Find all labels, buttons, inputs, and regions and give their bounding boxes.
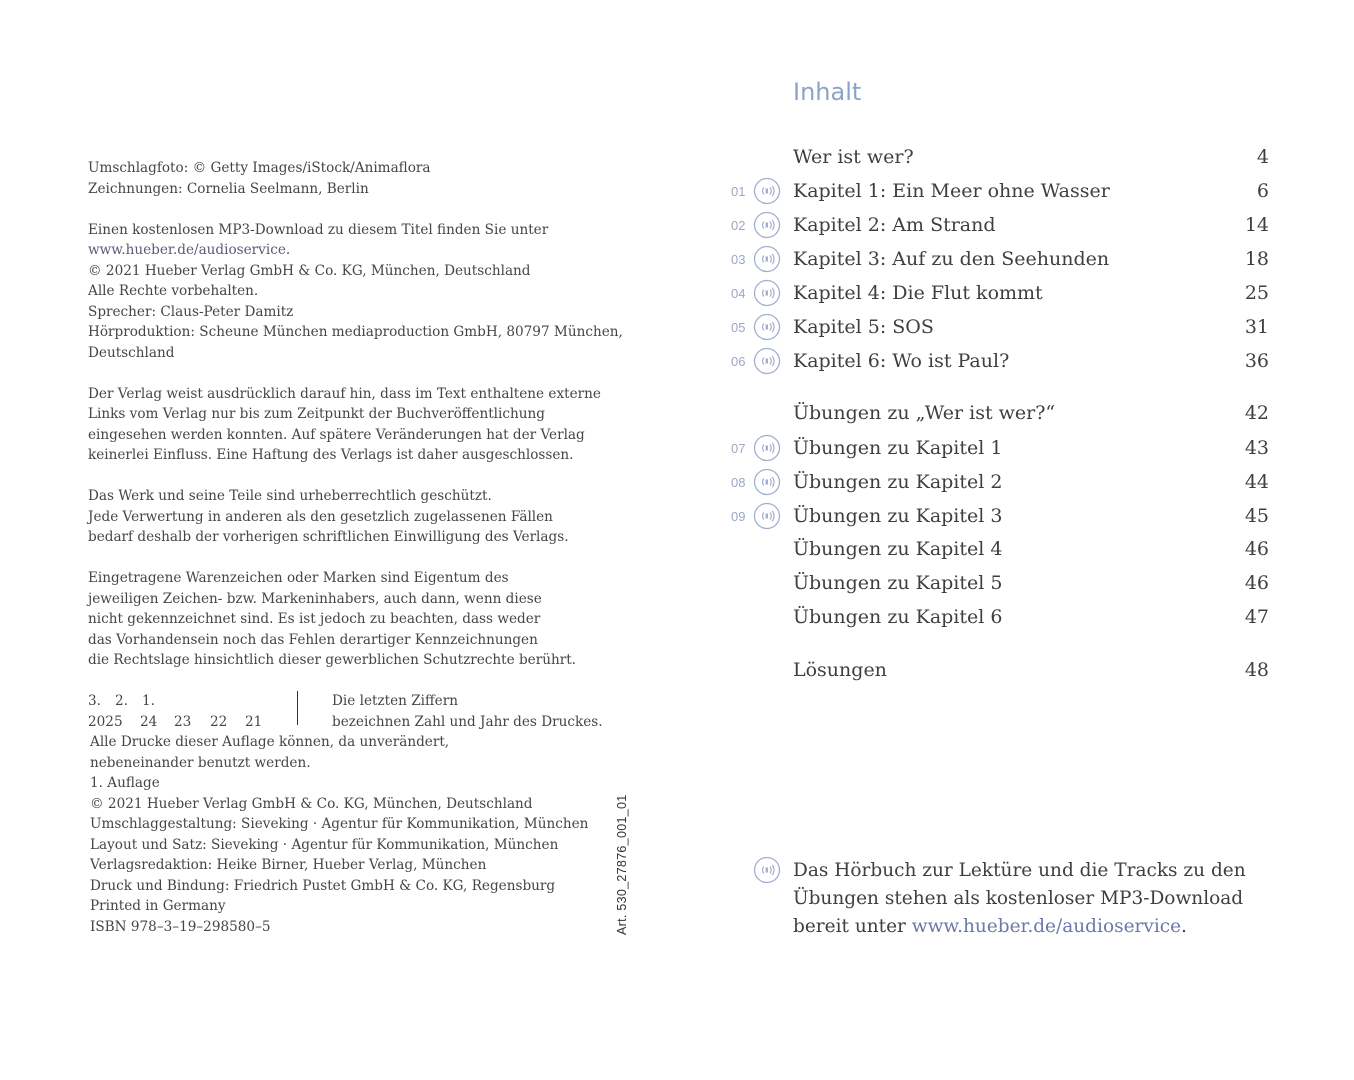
toc-entry[interactable] (720, 433, 1270, 463)
toc-entry[interactable] (720, 244, 1270, 274)
track-number: 07 (731, 441, 746, 456)
track-number: 06 (731, 354, 746, 369)
trademark-line: die Rechtslage hinsichtlich dieser gewerblichen Schutzrechte berührt. (88, 652, 577, 668)
audio-speaker-icon[interactable] (753, 434, 781, 462)
toc-entry[interactable] (720, 210, 1270, 240)
credits-block (88, 158, 608, 199)
rights-line: Alle Rechte vorbehalten. (88, 283, 259, 299)
toc-entry-label: Kapitel 2: Am Strand (793, 214, 996, 236)
audio-download-note (793, 857, 1263, 941)
production-line: Deutschland (88, 344, 175, 361)
toc-entry-label: Übungen zu Kapitel 6 (793, 606, 1003, 628)
note-line: Übungen stehen als kostenloser MP3-Download (793, 888, 1244, 909)
edition-line: Verlagsredaktion: Heike Birner, Hueber Verlag, München (90, 857, 487, 873)
toc-entry-page: 6 (1256, 180, 1269, 202)
disclaimer-line: Der Verlag weist ausdrücklich darauf hin, dass im Text enthaltene externe (88, 385, 601, 402)
production-line: Hörproduktion: Scheune München mediaproduction GmbH, 80797 München, (88, 324, 623, 340)
toc-entry-page: 45 (1244, 505, 1269, 527)
print-run-row (88, 691, 288, 712)
toc-entry-label: Kapitel 6: Wo ist Paul? (793, 350, 1010, 372)
download-block (88, 220, 623, 364)
copyright-notice-line: bedarf deshalb der vorherigen schriftlichen Einwilligung des Verlags. (88, 529, 569, 545)
toc-entry-label: Übungen zu Kapitel 2 (793, 471, 1003, 493)
edition-line: nebeneinander benutzt werden. (90, 754, 311, 771)
audio-speaker-icon[interactable] (753, 502, 781, 530)
disclaimer-line: eingesehen werden konnten. Auf spätere Veränderungen hat der Verlag (88, 426, 585, 443)
credit-line: Umschlagfoto: © Getty Images/iStock/Animaflora (88, 160, 431, 176)
audio-speaker-icon[interactable] (753, 347, 781, 375)
note-line (793, 913, 1263, 941)
disclaimer-line: Links vom Verlag nur bis zum Zeitpunkt der Buchveröffentlichung (88, 406, 545, 422)
audio-speaker-icon[interactable] (753, 245, 781, 273)
audio-speaker-icon[interactable] (753, 313, 781, 341)
audio-speaker-icon[interactable] (753, 177, 781, 205)
toc-entry-page: 46 (1244, 572, 1269, 594)
edition-block (90, 732, 608, 937)
toc-entry[interactable] (720, 501, 1270, 531)
disclaimer-line: keinerlei Einfluss. Eine Haftung des Verlags ist daher ausgeschlossen. (88, 447, 574, 463)
track-number: 08 (731, 475, 746, 490)
trademark-line: Eingetragene Warenzeichen oder Marken sind Eigentum des (88, 570, 509, 586)
trademark-line: das Vorhandensein noch das Fehlen derartiger Kennzeichnungen (88, 631, 538, 648)
track-number: 04 (731, 286, 746, 301)
print-note-line: bezeichnen Zahl und Jahr des Druckes. (332, 713, 603, 730)
edition-line: Layout und Satz: Sieveking · Agentur für Kommunikation, München (90, 836, 559, 853)
edition-line: Alle Drucke dieser Auflage können, da unverändert, (90, 734, 450, 750)
toc-entry-label: Lösungen (793, 659, 887, 681)
copyright-notice-line: Jede Verwertung in anderen als den gesetzlich zugelassenen Fällen (88, 508, 553, 525)
audioservice-link[interactable]: www.hueber.de/audioservice (911, 916, 1182, 937)
audio-speaker-icon[interactable] (753, 468, 781, 496)
toc-entry-label: Kapitel 1: Ein Meer ohne Wasser (793, 180, 1110, 202)
toc-entry[interactable] (720, 312, 1270, 342)
print-note-line: Die letzten Ziffern (332, 693, 458, 709)
print-note (332, 691, 603, 732)
toc-entry[interactable] (720, 602, 1270, 632)
copyright-line: © 2021 Hueber Verlag GmbH & Co. KG, München, Deutschland (88, 262, 531, 279)
punctuation: . (285, 242, 291, 258)
toc-entry-page: 44 (1244, 471, 1269, 493)
toc-entry[interactable] (720, 398, 1270, 428)
print-year-row (88, 712, 288, 733)
track-number: 05 (731, 320, 746, 335)
toc-entry-label: Übungen zu Kapitel 1 (793, 437, 1003, 459)
note-text: bereit unter (793, 916, 912, 937)
print-divider (297, 691, 298, 725)
toc-entry[interactable] (720, 176, 1270, 206)
audio-speaker-icon[interactable] (753, 279, 781, 307)
punctuation: . (1181, 916, 1187, 937)
toc-entry-label: Kapitel 3: Auf zu den Seehunden (793, 248, 1110, 270)
toc-entry-page: 31 (1244, 316, 1269, 338)
toc-entry[interactable] (720, 142, 1270, 172)
download-url-line (88, 240, 608, 261)
isbn-line: ISBN 978–3–19–298580–5 (90, 918, 271, 935)
print-year: 2025 (88, 713, 123, 730)
credit-line: Zeichnungen: Cornelia Seelmann, Berlin (88, 180, 369, 197)
toc-entry[interactable] (720, 534, 1270, 564)
track-number: 01 (731, 184, 746, 199)
audioservice-link[interactable]: www.hueber.de/audioservice (88, 242, 286, 258)
toc-entry[interactable] (720, 278, 1270, 308)
toc-entry-page: 48 (1244, 659, 1269, 681)
toc-entry-page: 42 (1244, 402, 1269, 424)
audio-speaker-icon[interactable] (753, 211, 781, 239)
toc-entry[interactable] (720, 568, 1270, 598)
track-number: 09 (731, 509, 746, 524)
toc-entry-label: Kapitel 4: Die Flut kommt (793, 282, 1043, 304)
toc-title: Inhalt (793, 78, 862, 106)
copyright-notice-line: Das Werk und seine Teile sind urheberrechtlich geschützt. (88, 488, 492, 504)
trademark-line: jeweiligen Zeichen- bzw. Markeninhabers, auch dann, wenn diese (88, 590, 542, 607)
toc-entry-label: Wer ist wer? (793, 146, 914, 168)
toc-entry-page: 25 (1244, 282, 1269, 304)
links-disclaimer (88, 384, 608, 466)
edition-line: 1. Auflage (90, 775, 160, 791)
note-line: Das Hörbuch zur Lektüre und die Tracks zu den (793, 860, 1246, 881)
toc-entry-label: Übungen zu „Wer ist wer?“ (793, 402, 1056, 424)
toc-entry-page: 46 (1244, 538, 1269, 560)
download-text: Einen kostenlosen MP3-Download zu diesem Titel finden Sie unter (88, 221, 549, 238)
toc-entry-page: 36 (1244, 350, 1269, 372)
toc-entry[interactable] (720, 467, 1270, 497)
toc-entry-label: Kapitel 5: SOS (793, 316, 934, 338)
toc-entry-label: Übungen zu Kapitel 4 (793, 538, 1003, 560)
trademark-line: nicht gekennzeichnet sind. Es ist jedoch zu beachten, dass weder (88, 611, 541, 627)
toc-entry-page: 47 (1244, 606, 1269, 628)
edition-line: Umschlaggestaltung: Sieveking · Agentur für Kommunikation, München (90, 816, 589, 832)
toc-entry-page: 18 (1244, 248, 1269, 270)
print-year: 21 (245, 713, 263, 730)
track-number: 03 (731, 252, 746, 267)
toc-entry-page: 43 (1244, 437, 1269, 459)
audio-speaker-icon (753, 856, 781, 884)
toc-entry-label: Übungen zu Kapitel 3 (793, 505, 1003, 527)
print-year: 22 (210, 713, 228, 730)
toc-entry[interactable] (720, 655, 1270, 685)
copyright-notice (88, 486, 608, 548)
trademark-notice (88, 568, 608, 671)
print-run-block (88, 691, 608, 732)
edition-line: Printed in Germany (90, 898, 226, 914)
print-run-number: 2. (115, 693, 128, 709)
print-year: 24 (140, 713, 158, 730)
toc-entry-label: Übungen zu Kapitel 5 (793, 572, 1003, 594)
speaker-line: Sprecher: Claus-Peter Damitz (88, 303, 294, 320)
edition-line: © 2021 Hueber Verlag GmbH & Co. KG, München, Deutschland (90, 795, 533, 812)
track-number: 02 (731, 218, 746, 233)
toc-entry-page: 4 (1256, 146, 1269, 168)
print-run-number: 3. (88, 693, 101, 709)
print-run-number: 1. (142, 693, 155, 709)
edition-line: Druck und Bindung: Friedrich Pustet GmbH & Co. KG, Regensburg (90, 877, 556, 894)
toc-entry[interactable] (720, 346, 1270, 376)
toc-entry-page: 14 (1244, 214, 1269, 236)
print-run-numbers (88, 691, 288, 732)
print-year: 23 (174, 713, 192, 730)
article-number: Art. 530_27876_001_01 (615, 794, 629, 935)
